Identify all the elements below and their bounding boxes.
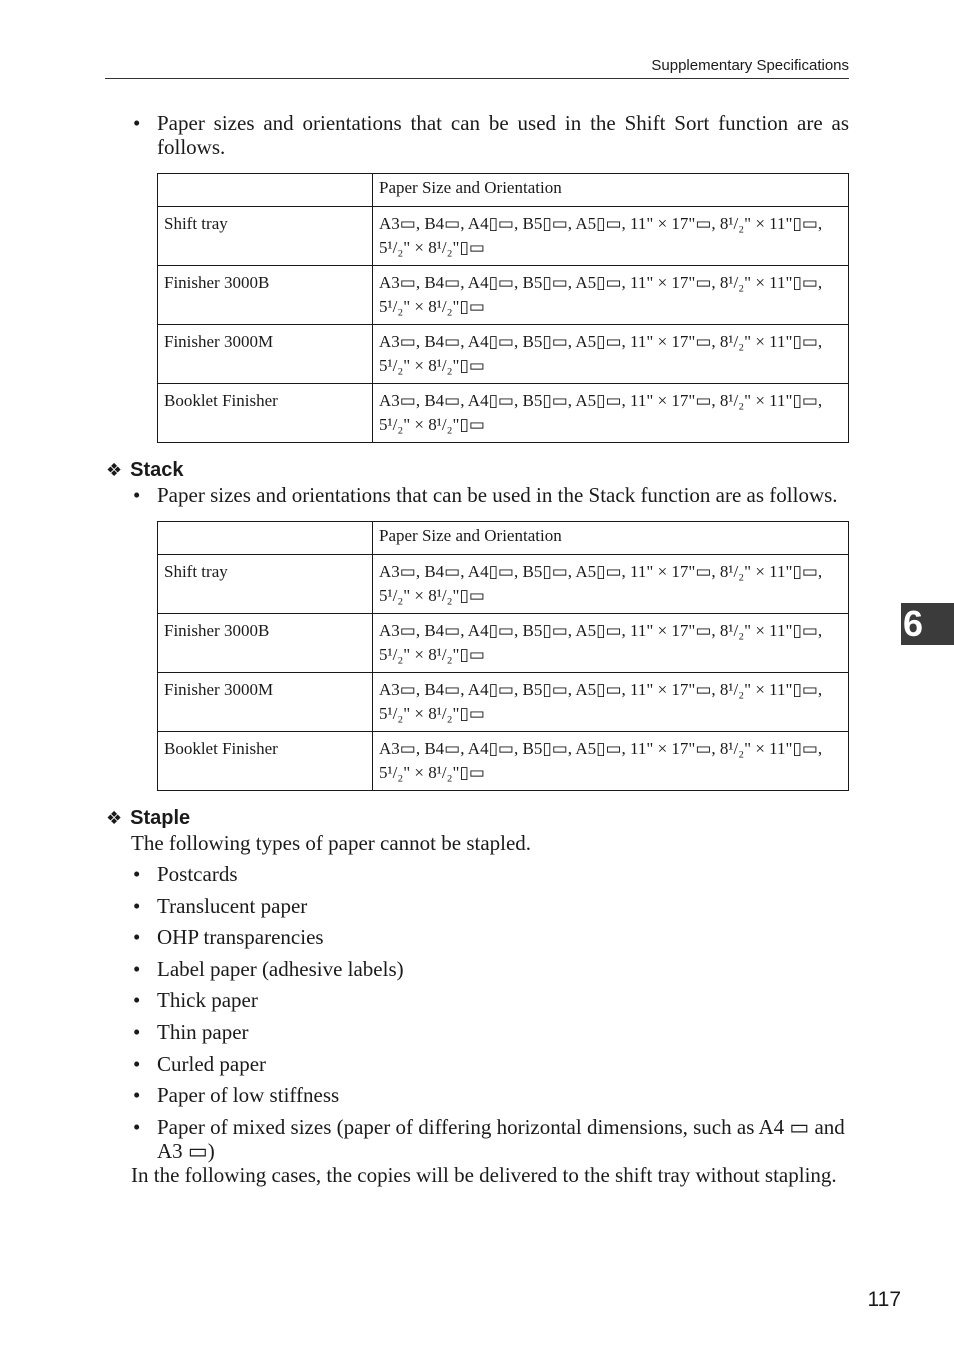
page-number: 117 [867, 1288, 901, 1311]
bullet-marker: • [133, 1083, 141, 1108]
section-marker-icon: ❖ [106, 808, 123, 828]
list-item-text: Postcards [157, 862, 238, 886]
list-item [131, 957, 849, 981]
staple-heading [106, 805, 849, 831]
row-sizes: A3▭, B4▭, A4▯▭, B5▯▭, A5▯▭, 11" × 17"▭, 8¹/₂" × 11"▯▭, 5¹/₂" × 8¹/₂"▯▭ [373, 673, 849, 732]
list-item-text: Thick paper [157, 988, 258, 1013]
row-sizes: A3▭, B4▭, A4▯▭, B5▯▭, A5▯▭, 11" × 17"▭, 8¹/₂" × 11"▯▭, 5¹/₂" × 8¹/₂"▯▭ [373, 325, 849, 384]
bullet-marker: • [133, 925, 141, 950]
table-header-empty [158, 522, 373, 555]
list-item-text: Label paper (adhesive labels) [157, 956, 404, 981]
stack-table [157, 521, 849, 791]
table-header-sizes: Paper Size and Orientation [373, 522, 849, 555]
page-content [106, 111, 849, 1187]
bullet-marker: • [133, 893, 141, 918]
row-label: Finisher 3000B [158, 266, 373, 325]
shift-sort-table [157, 173, 849, 443]
list-item-text: Paper of mixed sizes (paper of differing horizontal dimensions, such as A4 ▭ and A3 ▭) [157, 1114, 845, 1163]
list-item [131, 1052, 849, 1076]
row-label: Booklet Finisher [158, 384, 373, 443]
list-item-text: Curled paper [157, 1051, 267, 1076]
list-item [131, 925, 849, 949]
chapter-tab: 6 [901, 603, 954, 645]
list-item [131, 1083, 849, 1107]
table-row [158, 555, 849, 614]
bullet-marker: • [133, 1051, 141, 1076]
staple-heading-text: Staple [130, 807, 191, 829]
bullet-marker: • [133, 1019, 141, 1044]
shift-sort-intro-text: Paper sizes and orientations that can be used in the Shift Sort function are as follows. [157, 111, 849, 159]
bullet-marker: • [133, 988, 141, 1013]
bullet-marker: • [133, 1114, 141, 1139]
row-sizes: A3▭, B4▭, A4▯▭, B5▯▭, A5▯▭, 11" × 17"▭, 8¹/₂" × 11"▯▭, 5¹/₂" × 8¹/₂"▯▭ [373, 614, 849, 673]
row-sizes: A3▭, B4▭, A4▯▭, B5▯▭, A5▯▭, 11" × 17"▭, 8¹/₂" × 11"▯▭, 5¹/₂" × 8¹/₂"▯▭ [373, 207, 849, 266]
table-row [158, 732, 849, 791]
row-label: Shift tray [158, 207, 373, 266]
row-label: Finisher 3000M [158, 673, 373, 732]
list-item-text: OHP transparencies [157, 925, 324, 950]
list-item [131, 1020, 849, 1044]
table-header-sizes: Paper Size and Orientation [373, 174, 849, 207]
bullet-marker: • [133, 483, 141, 507]
list-item-text: Paper of low stiffness [157, 1083, 340, 1108]
table-row [158, 614, 849, 673]
bullet-marker: • [133, 956, 141, 981]
staple-exclusion-list [131, 862, 849, 1163]
list-item-text: Thin paper [157, 1019, 249, 1044]
row-label: Finisher 3000M [158, 325, 373, 384]
shift-sort-intro [131, 111, 849, 159]
table-row [158, 325, 849, 384]
row-sizes: A3▭, B4▭, A4▯▭, B5▯▭, A5▯▭, 11" × 17"▭, 8¹/₂" × 11"▯▭, 5¹/₂" × 8¹/₂"▯▭ [373, 266, 849, 325]
table-header-row [158, 174, 849, 207]
stack-intro [131, 483, 849, 507]
stack-intro-text: Paper sizes and orientations that can be used in the Stack function are as follows. [157, 483, 838, 507]
row-label: Finisher 3000B [158, 614, 373, 673]
table-header-row [158, 522, 849, 555]
table-row [158, 673, 849, 732]
list-item [131, 894, 849, 918]
stack-heading [106, 457, 849, 483]
list-item [131, 862, 849, 886]
row-sizes: A3▭, B4▭, A4▯▭, B5▯▭, A5▯▭, 11" × 17"▭, 8¹/₂" × 11"▯▭, 5¹/₂" × 8¹/₂"▯▭ [373, 732, 849, 791]
bullet-marker: • [133, 862, 141, 886]
row-sizes: A3▭, B4▭, A4▯▭, B5▯▭, A5▯▭, 11" × 17"▭, 8¹/₂" × 11"▯▭, 5¹/₂" × 8¹/₂"▯▭ [373, 384, 849, 443]
list-item [131, 1115, 849, 1163]
staple-intro: The following types of paper cannot be stapled. [131, 831, 532, 855]
staple-outro: In the following cases, the copies will be delivered to the shift tray without stapling. [131, 1162, 837, 1187]
row-label: Booklet Finisher [158, 732, 373, 791]
bullet-marker: • [133, 111, 141, 135]
table-header-empty [158, 174, 373, 207]
list-item [131, 988, 849, 1012]
running-header: Supplementary Specifications [105, 56, 849, 79]
table-row [158, 207, 849, 266]
section-marker-icon: ❖ [106, 460, 123, 480]
row-label: Shift tray [158, 555, 373, 614]
table-row [158, 266, 849, 325]
list-item-text: Translucent paper [157, 893, 308, 918]
row-sizes: A3▭, B4▭, A4▯▭, B5▯▭, A5▯▭, 11" × 17"▭, 8¹/₂" × 11"▯▭, 5¹/₂" × 8¹/₂"▯▭ [373, 555, 849, 614]
table-row [158, 384, 849, 443]
stack-heading-text: Stack [130, 459, 184, 481]
